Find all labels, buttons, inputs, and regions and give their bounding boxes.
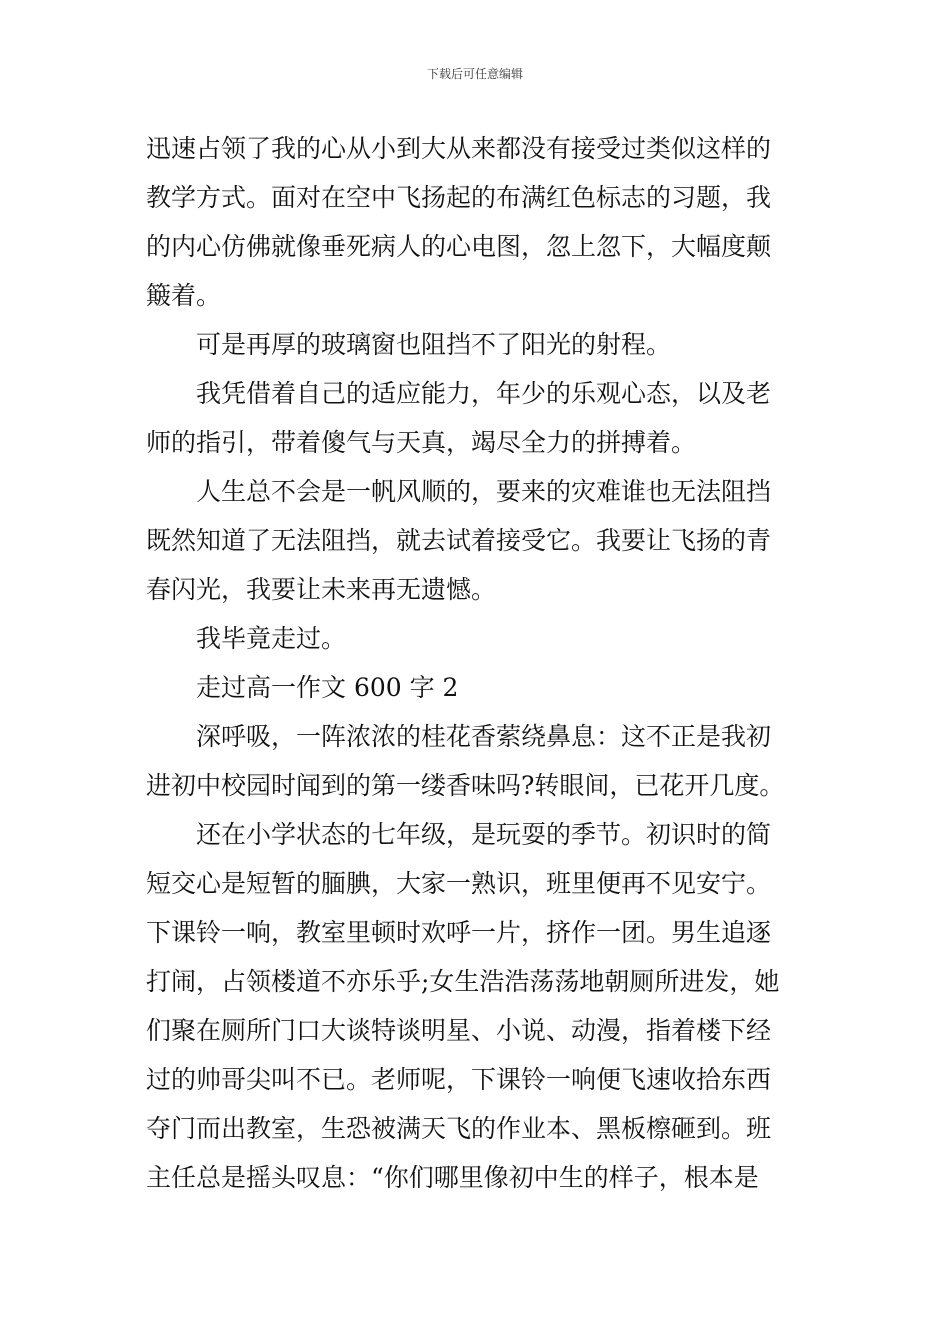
text-line: 我毕竟走过。 — [196, 624, 347, 653]
text-line: 们聚在厕所门口大谈特谈明星、小说、动漫，指着楼下经 — [146, 1016, 772, 1045]
header-note: 下载后可任意编辑 — [426, 67, 523, 81]
body-text — [146, 124, 816, 1202]
text-line: 走过高一作文 600 字 2 — [196, 673, 459, 702]
text-line: 人生总不会是一帆风顺的，要来的灾难谁也无法阻挡 — [196, 477, 772, 506]
text-line: 短交心是短暂的腼腆，大家一熟识，班里便再不见安宁。 — [146, 869, 772, 898]
text-line: 教学方式。面对在空中飞扬起的布满红色标志的习题，我 — [146, 183, 772, 212]
text-line: 簸着。 — [146, 281, 222, 310]
text-line: 春闪光，我要让未来再无遗憾。 — [146, 575, 497, 604]
text-line: 下课铃一响，教室里顿时欢呼一片，挤作一团。男生追逐 — [146, 918, 772, 947]
text-line: 进初中校园时闻到的第一缕香味吗?转眼间，已花开几度。 — [146, 771, 785, 800]
text-line: 夺门而出教室，生恐被满天飞的作业本、黑板檫砸到。班 — [146, 1114, 772, 1143]
text-line: 可是再厚的玻璃窗也阻挡不了阳光的射程。 — [196, 330, 672, 359]
text-line: 师的指引，带着傻气与天真，竭尽全力的拼搏着。 — [146, 428, 697, 457]
text-line: 打闹，占领楼道不亦乐乎;女生浩浩荡荡地朝厕所进发，她 — [146, 967, 780, 996]
text-line: 深呼吸，一阵浓浓的桂花香萦绕鼻息：这不正是我初 — [196, 722, 772, 751]
text-line: 的内心仿佛就像垂死病人的心电图，忽上忽下，大幅度颠 — [146, 232, 772, 261]
text-line: 我凭借着自己的适应能力，年少的乐观心态，以及老 — [196, 379, 772, 408]
text-line: 主任总是摇头叹息：“你们哪里像初中生的样子，根本是 — [146, 1163, 759, 1192]
text-line: 迅速占领了我的心从小到大从来都没有接受过类似这样的 — [146, 134, 772, 163]
text-line: 过的帅哥尖叫不已。老师呢，下课铃一响便飞速收拾东西 — [146, 1065, 772, 1094]
text-line: 既然知道了无法阻挡，就去试着接受它。我要让飞扬的青 — [146, 526, 772, 555]
text-line: 还在小学状态的七年级，是玩耍的季节。初识时的简 — [196, 820, 772, 849]
